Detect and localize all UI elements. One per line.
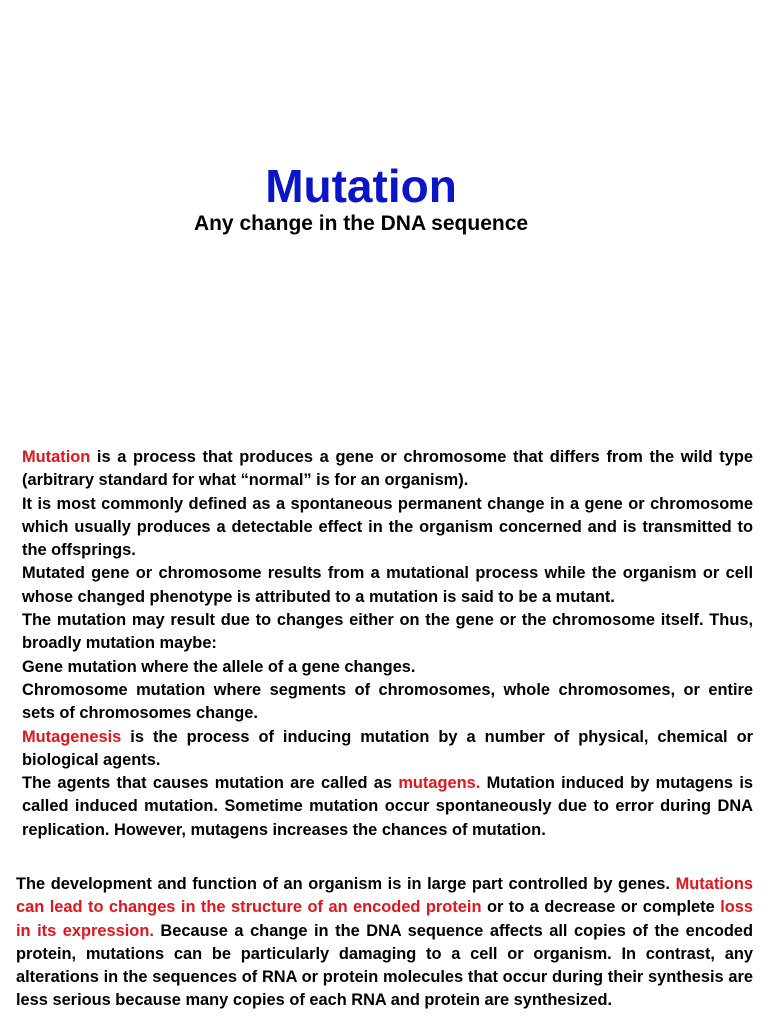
highlight-loss-expression: loss in its expression. [16, 898, 753, 940]
page-subtitle: Any change in the DNA sequence [193, 212, 529, 235]
definition-section [22, 446, 753, 842]
text: is a process that produces a gene or chromosome that differs from the wild type (arbitrary standard for what “normal” is for an organism). [22, 448, 753, 490]
paragraph-mutant: Mutated gene or chromosome results from a mutational process while the organism or cell whose changed phenotype is attributed to a mutation is said to be a mutant. [22, 564, 753, 606]
text: The agents that causes mutation are called as [22, 774, 399, 793]
paragraph-chromosome-mutation: Chromosome mutation where segments of chromosomes, whole chromosomes, or entire sets of chromosomes change. [22, 680, 753, 723]
term-mutation: Mutation [22, 448, 91, 466]
text: is the process of inducing mutation by a number of physical, chemical or biological agents. [22, 727, 753, 769]
term-mutagenesis: Mutagenesis [22, 727, 122, 746]
paragraph-effects [16, 873, 753, 1013]
page-title: Mutation [265, 160, 457, 212]
text: Because a change in the DNA sequence affects all copies of the encoded protein, mutations can be particularly damaging to a cell or organism. In contrast, any alterations in the sequences of RNA or protein molecules that occur during their synthesis are less serious because many copies of each RNA and protein are synthesized. [16, 921, 754, 1010]
paragraph-mutagens [22, 772, 753, 842]
paragraph-mutagenesis [22, 726, 753, 773]
effects-section [16, 873, 753, 1013]
paragraph-common-definition: It is most commonly defined as a spontaneous permanent change in a gene or chromosome which usually produces a detectable effect in the organism concerned and is transmitted to the offsprings. [22, 494, 753, 560]
highlight-protein-structure: Mutations can lead to changes in the structure of an encoded protein [16, 875, 753, 917]
term-mutagens: mutagens. [398, 774, 481, 793]
text: or to a decrease or complete [481, 898, 721, 917]
paragraph-gene-mutation: Gene mutation where the allele of a gene changes. [22, 657, 416, 676]
paragraph-types-intro: The mutation may result due to changes either on the gene or the chromosome itself. Thus, broadly mutation maybe: [22, 611, 753, 653]
text: The development and function of an organism is in large part controlled by genes. [16, 875, 676, 893]
text: Mutation induced by mutagens is called induced mutation. Sometime mutation occur spontaneously due to error during DNA replication. However, mutagens increases the chances of mutation. [22, 774, 753, 839]
paragraph-mutation-definition [22, 446, 753, 493]
